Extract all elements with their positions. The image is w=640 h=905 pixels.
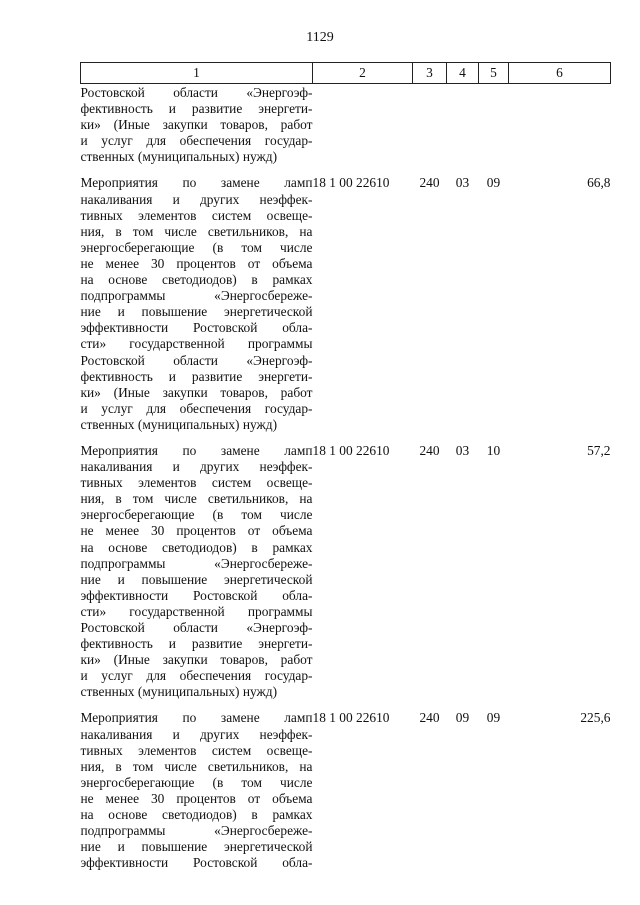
continuation-text xyxy=(81,84,313,174)
text-line: сти» государственной программы xyxy=(80,336,313,352)
text-line: тивных элементов систем освеще- xyxy=(80,475,313,491)
continuation-row xyxy=(81,84,611,174)
text-line: сти» государственной программы xyxy=(80,603,313,619)
page-number: 1129 xyxy=(306,30,334,45)
text-line: энергосберегающие (в том числе xyxy=(80,507,313,523)
amount: 57,2 xyxy=(587,442,611,458)
text-line: на основе светодиодов) в рамках xyxy=(80,539,313,555)
expense-type: 240 xyxy=(419,175,440,191)
text-line: на основе светодиодов) в рамках xyxy=(80,272,313,288)
table-row xyxy=(81,708,611,879)
text-line: ственных (муниципальных) нужд) xyxy=(80,684,278,700)
target-code: 18 1 00 22610 xyxy=(312,442,390,458)
text-line: тивных элементов систем освеще- xyxy=(80,207,313,223)
text-line: фективность и развитие энергети- xyxy=(80,368,313,384)
text-line: и услуг для обеспечения государ- xyxy=(80,668,313,684)
text-line: фективность и развитие энергети- xyxy=(80,636,313,652)
text-line: ние и повышение энергетической xyxy=(80,839,313,855)
text-line: не менее 30 процентов от объема xyxy=(80,790,313,806)
text-line: энергосберегающие (в том числе xyxy=(80,774,313,790)
subsection: 10 xyxy=(486,442,501,458)
text-line: эффективности Ростовской обла- xyxy=(80,587,313,603)
text-line: Мероприятия по замене ламп xyxy=(80,175,313,191)
amount: 225,6 xyxy=(580,710,611,726)
text-line: ственных (муниципальных) нужд) xyxy=(80,416,278,432)
target-code: 18 1 00 22610 xyxy=(312,710,390,726)
text-line: ния, в том числе светильников, на xyxy=(80,758,313,774)
expense-type: 240 xyxy=(419,710,440,726)
col-header-4: 4 xyxy=(447,63,479,84)
text-line: на основе светодиодов) в рамках xyxy=(80,807,313,823)
column-number-header xyxy=(81,63,611,84)
text-line: ние и повышение энергетической xyxy=(80,571,313,587)
row-description xyxy=(81,173,313,441)
text-line: фективность и развитие энергети- xyxy=(80,101,313,117)
table-row xyxy=(81,441,611,709)
col-header-3: 3 xyxy=(413,63,447,84)
text-line: подпрограммы «Энергосбереже- xyxy=(80,288,313,304)
text-line: не менее 30 процентов от объема xyxy=(80,523,313,539)
text-line: ки» (Иные закупки товаров, работ xyxy=(80,652,313,668)
text-line: ния, в том числе светильников, на xyxy=(80,491,313,507)
budget-table xyxy=(80,62,611,879)
text-line: накаливания и других неэффек- xyxy=(80,191,313,207)
text-line: ственных (муниципальных) нужд) xyxy=(80,149,278,165)
text-line: ние и повышение энергетической xyxy=(80,304,313,320)
text-line: накаливания и других неэффек- xyxy=(80,459,313,475)
text-line: Ростовской области «Энергоэф- xyxy=(80,352,313,368)
section: 03 xyxy=(455,175,470,191)
text-line: эффективности Ростовской обла- xyxy=(80,320,313,336)
text-line: Ростовской области «Энергоэф- xyxy=(80,620,313,635)
text-line: ния, в том числе светильников, на xyxy=(80,223,313,239)
text-line: энергосберегающие (в том числе xyxy=(80,239,313,255)
section: 09 xyxy=(455,710,470,726)
text-line: Мероприятия по замене ламп xyxy=(80,710,313,726)
text-line: подпрограммы «Энергосбереже- xyxy=(80,823,313,839)
text-line: и услуг для обеспечения государ- xyxy=(80,400,313,416)
text-line: накаливания и других неэффек- xyxy=(80,726,313,742)
row-description xyxy=(81,708,313,879)
col-header-6: 6 xyxy=(509,63,611,84)
text-line: Ростовской области «Энергоэф- xyxy=(80,85,313,100)
target-code: 18 1 00 22610 xyxy=(312,175,390,191)
row-description xyxy=(81,441,313,709)
text-line: ки» (Иные закупки товаров, работ xyxy=(80,384,313,400)
text-line: тивных элементов систем освеще- xyxy=(80,742,313,758)
expense-type: 240 xyxy=(419,442,440,458)
amount: 66,8 xyxy=(587,175,611,191)
col-header-1: 1 xyxy=(81,63,313,84)
subsection: 09 xyxy=(486,710,501,726)
col-header-5: 5 xyxy=(479,63,509,84)
col-header-2: 2 xyxy=(313,63,413,84)
table-row xyxy=(81,173,611,441)
section: 03 xyxy=(455,442,470,458)
text-line: ки» (Иные закупки товаров, работ xyxy=(80,117,313,133)
text-line: и услуг для обеспечения государ- xyxy=(80,133,313,149)
subsection: 09 xyxy=(486,175,501,191)
text-line: эффективности Ростовской обла- xyxy=(80,855,313,871)
text-line: подпрограммы «Энергосбереже- xyxy=(80,555,313,571)
text-line: не менее 30 процентов от объема xyxy=(80,255,313,271)
text-line: Мероприятия по замене ламп xyxy=(80,442,313,458)
